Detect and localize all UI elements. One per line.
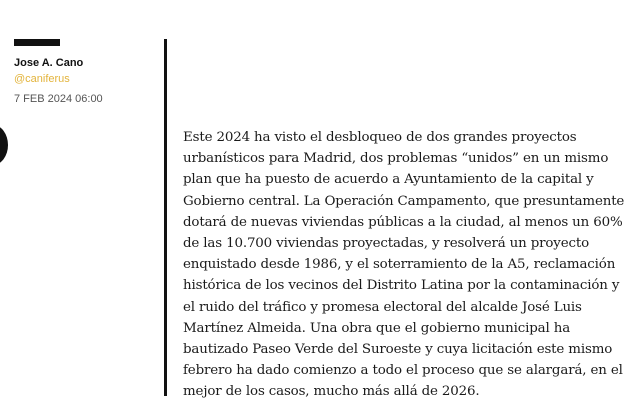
article-paragraph: Este 2024 ha visto el desbloqueo de dos grandes proyectos urbanísticos para Madrid, dos problemas “unidos” en un mismo plan que ha puesto de acuerdo a Ayuntamiento de la capital y Gobierno central. La Operación Campamento, que presuntamente dotará de nuevas viviendas públicas a la ciudad, al menos un 60% de las 10.700 viviendas proyectadas, y resolverá un proyecto enquistado desde 1986, y el soterramiento de la A5, reclamación histórica de los vecinos del Distrito Latina por la contaminación y el ruido del tráfico y promesa electoral del alcalde José Luis Martínez Almeida. Una obra que el gobierno municipal ha bautizado Paseo Verde del Suroeste y cuya licitación este mismo febrero ha dado comienzo a todo el proceso que se alargará, en el mejor de los casos, mucho más allá de 2026. — [183, 130, 625, 400]
column-divider — [164, 39, 167, 396]
author-name: Jose A. Cano — [14, 57, 84, 69]
author-handle-link[interactable]: @caniferus — [14, 73, 70, 85]
post-date: 7 FEB 2024 06:00 — [14, 93, 103, 105]
author-section-bar — [14, 39, 60, 46]
share-button-partial[interactable] — [0, 125, 8, 165]
